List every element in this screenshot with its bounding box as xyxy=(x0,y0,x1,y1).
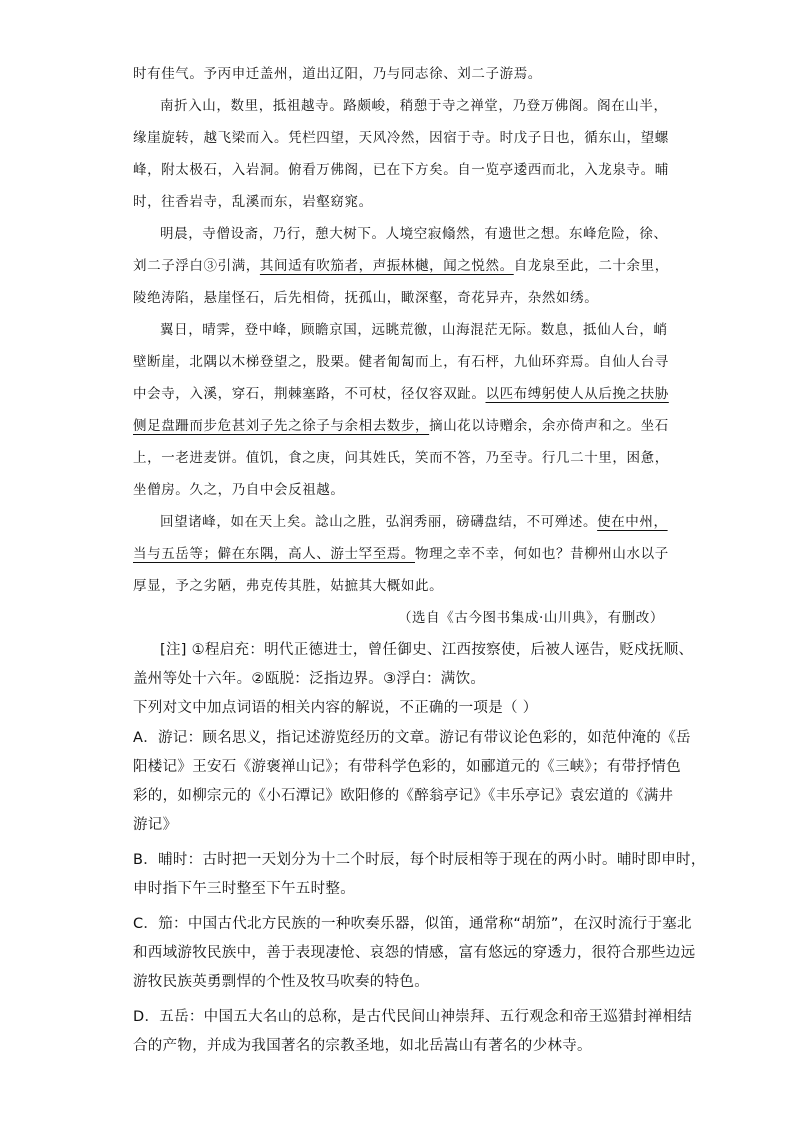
underlined-sentence: 以匹布缚躬使人从后挽之扶胁 xyxy=(485,386,669,402)
passage-line: 翼日，晴霁，登中峰，顾瞻京国，远眺荒徼，山海混茫无际。数息，抵仙人台，峭 xyxy=(160,322,668,338)
underlined-sentence: 当与五岳等；僻在东隅，高人、游士罕至焉。 xyxy=(133,546,415,562)
underlined-sentence: 侧足盘跚而步危甚刘子先之徐子与余相去数步， xyxy=(133,418,430,434)
passage-line: 南折入山，数里，抵祖越寺。路颇峻，稍憩于寺之禅堂，乃登万佛阁。阁在山半， xyxy=(160,98,668,114)
option-a-line: 游记》 xyxy=(133,817,178,833)
passage-line xyxy=(160,512,668,532)
passage-line xyxy=(133,544,669,564)
option-a-line: 彩的，如柳宗元的《小石潭记》欧阳修的《醉翁亭记》《丰乐亭记》袁宏道的《满井 xyxy=(133,788,674,804)
passage-line: 峰，附太极石，入岩洞。俯看万佛阁，已在下方矣。自一览亭逶西而北，入龙泉寺。晡 xyxy=(133,162,669,178)
option-c-line: 和西域游牧民族中，善于表现凄怆、哀怨的情感，富有悠远的穿透力，很符合那些边远 xyxy=(133,945,696,961)
passage-line: 明晨，寺僧设斋，乃行，憩大树下。人境空寂翛然，有遗世之想。东峰危险，徐、 xyxy=(160,226,668,242)
passage-line: 缘崖旋转，越飞梁而入。凭栏四望，天风冷然，因宿于寺。时戊子日也，循东山，望螺 xyxy=(133,130,669,146)
passage-line xyxy=(133,384,669,404)
passage-line xyxy=(133,256,669,276)
passage-text: 中会寺，入溪，穿石，荆棘塞路，不可杖，径仅容双趾。 xyxy=(133,386,486,402)
option-a-line: 阳楼记》王安石《游褒禅山记》；有带科学色彩的，如郦道元的《三峡》；有带抒情色 xyxy=(133,759,681,775)
underlined-sentence: 其间适有吹笳者，声振林樾，闻之悦然。 xyxy=(259,258,514,274)
passage-line: 厚显，予之劣陋，弗克传其胜，姑摭其大概如此。 xyxy=(133,578,444,594)
passage-line: 时，往香岩寺，乱溪而东，岩壑窈窕。 xyxy=(133,194,373,210)
passage-text: 摘山花以诗赠余，余亦倚声和之。坐石 xyxy=(429,418,669,434)
option-a-line: A．游记：顾名思义，指记述游览经历的文章。游记有带议论色彩的，如范仲淹的《岳 xyxy=(133,730,691,746)
option-b-line: 申时指下午三时整至下午五时整。 xyxy=(133,881,355,897)
option-c-line: 游牧民族英勇剽悍的个性及牧马吹奏的特色。 xyxy=(133,974,429,990)
passage-text: 自龙泉至此，二十余里， xyxy=(513,258,669,274)
footnote-line: [注] ①程启充：明代正德进士，曾任御史、江西按察使，后被人诬告，贬戍抚顺、 xyxy=(160,642,694,658)
passage-line: 陵绝涛陷，悬崖怪石，后先相倚，抚孤山，瞰深壑，奇花异卉，杂然如绣。 xyxy=(133,290,599,306)
passage-line: 上，一老进麦饼。值饥，食之庚，问其姓氏，笑而不答，乃至寺。行几二十里，困惫， xyxy=(133,450,669,466)
option-d-line: 合的产物，并成为我国著名的宗教圣地，如北岳嵩山有著名的少林寺。 xyxy=(133,1038,592,1054)
passage-line: 壁断崖，北隅以木梯登望之，股栗。健者匍匐而上，有石枰，九仙环弈焉。自仙人台寻 xyxy=(133,354,669,370)
passage-text: 物理之幸不幸，何如也？昔柳州山水以子 xyxy=(415,546,669,562)
underlined-sentence: 使在中州， xyxy=(597,514,668,530)
passage-line xyxy=(133,416,669,436)
passage-line: 时有佳气。予丙申迁盖州，道出辽阳，乃与同志徐、刘二子游焉。 xyxy=(133,66,542,82)
option-d-line: D．五岳：中国五大名山的总称，是古代民间山神崇拜、五行观念和帝王巡猎封禅相结 xyxy=(133,1009,693,1025)
passage-text: 刘二子浮白③引满， xyxy=(133,258,260,274)
question-stem: 下列对文中加点词语的相关内容的解说，不正确的一项是（ ） xyxy=(133,700,538,716)
source-citation: （选自《古今图书集成·山川典》，有删改） xyxy=(397,610,664,626)
passage-line: 坐僧房。久之，乃自中会反祖越。 xyxy=(133,482,345,498)
option-c-line: C．笳：中国古代北方民族的一种吹奏乐器，似笛，通常称“胡笳”，在汉时流行于塞北 xyxy=(133,916,692,932)
option-b-line: B．晡时：古时把一天划分为十二个时辰，每个时辰相等于现在的两小时。晡时即申时， xyxy=(133,852,706,868)
footnote-line: 盖州等处十六年。②瓯脱：泛指边界。③浮白：满饮。 xyxy=(133,671,486,687)
passage-text: 回望诸峰，如在天上矣。諗山之胜，弘润秀丽，磅礴盘结，不可殚述。 xyxy=(160,514,598,530)
